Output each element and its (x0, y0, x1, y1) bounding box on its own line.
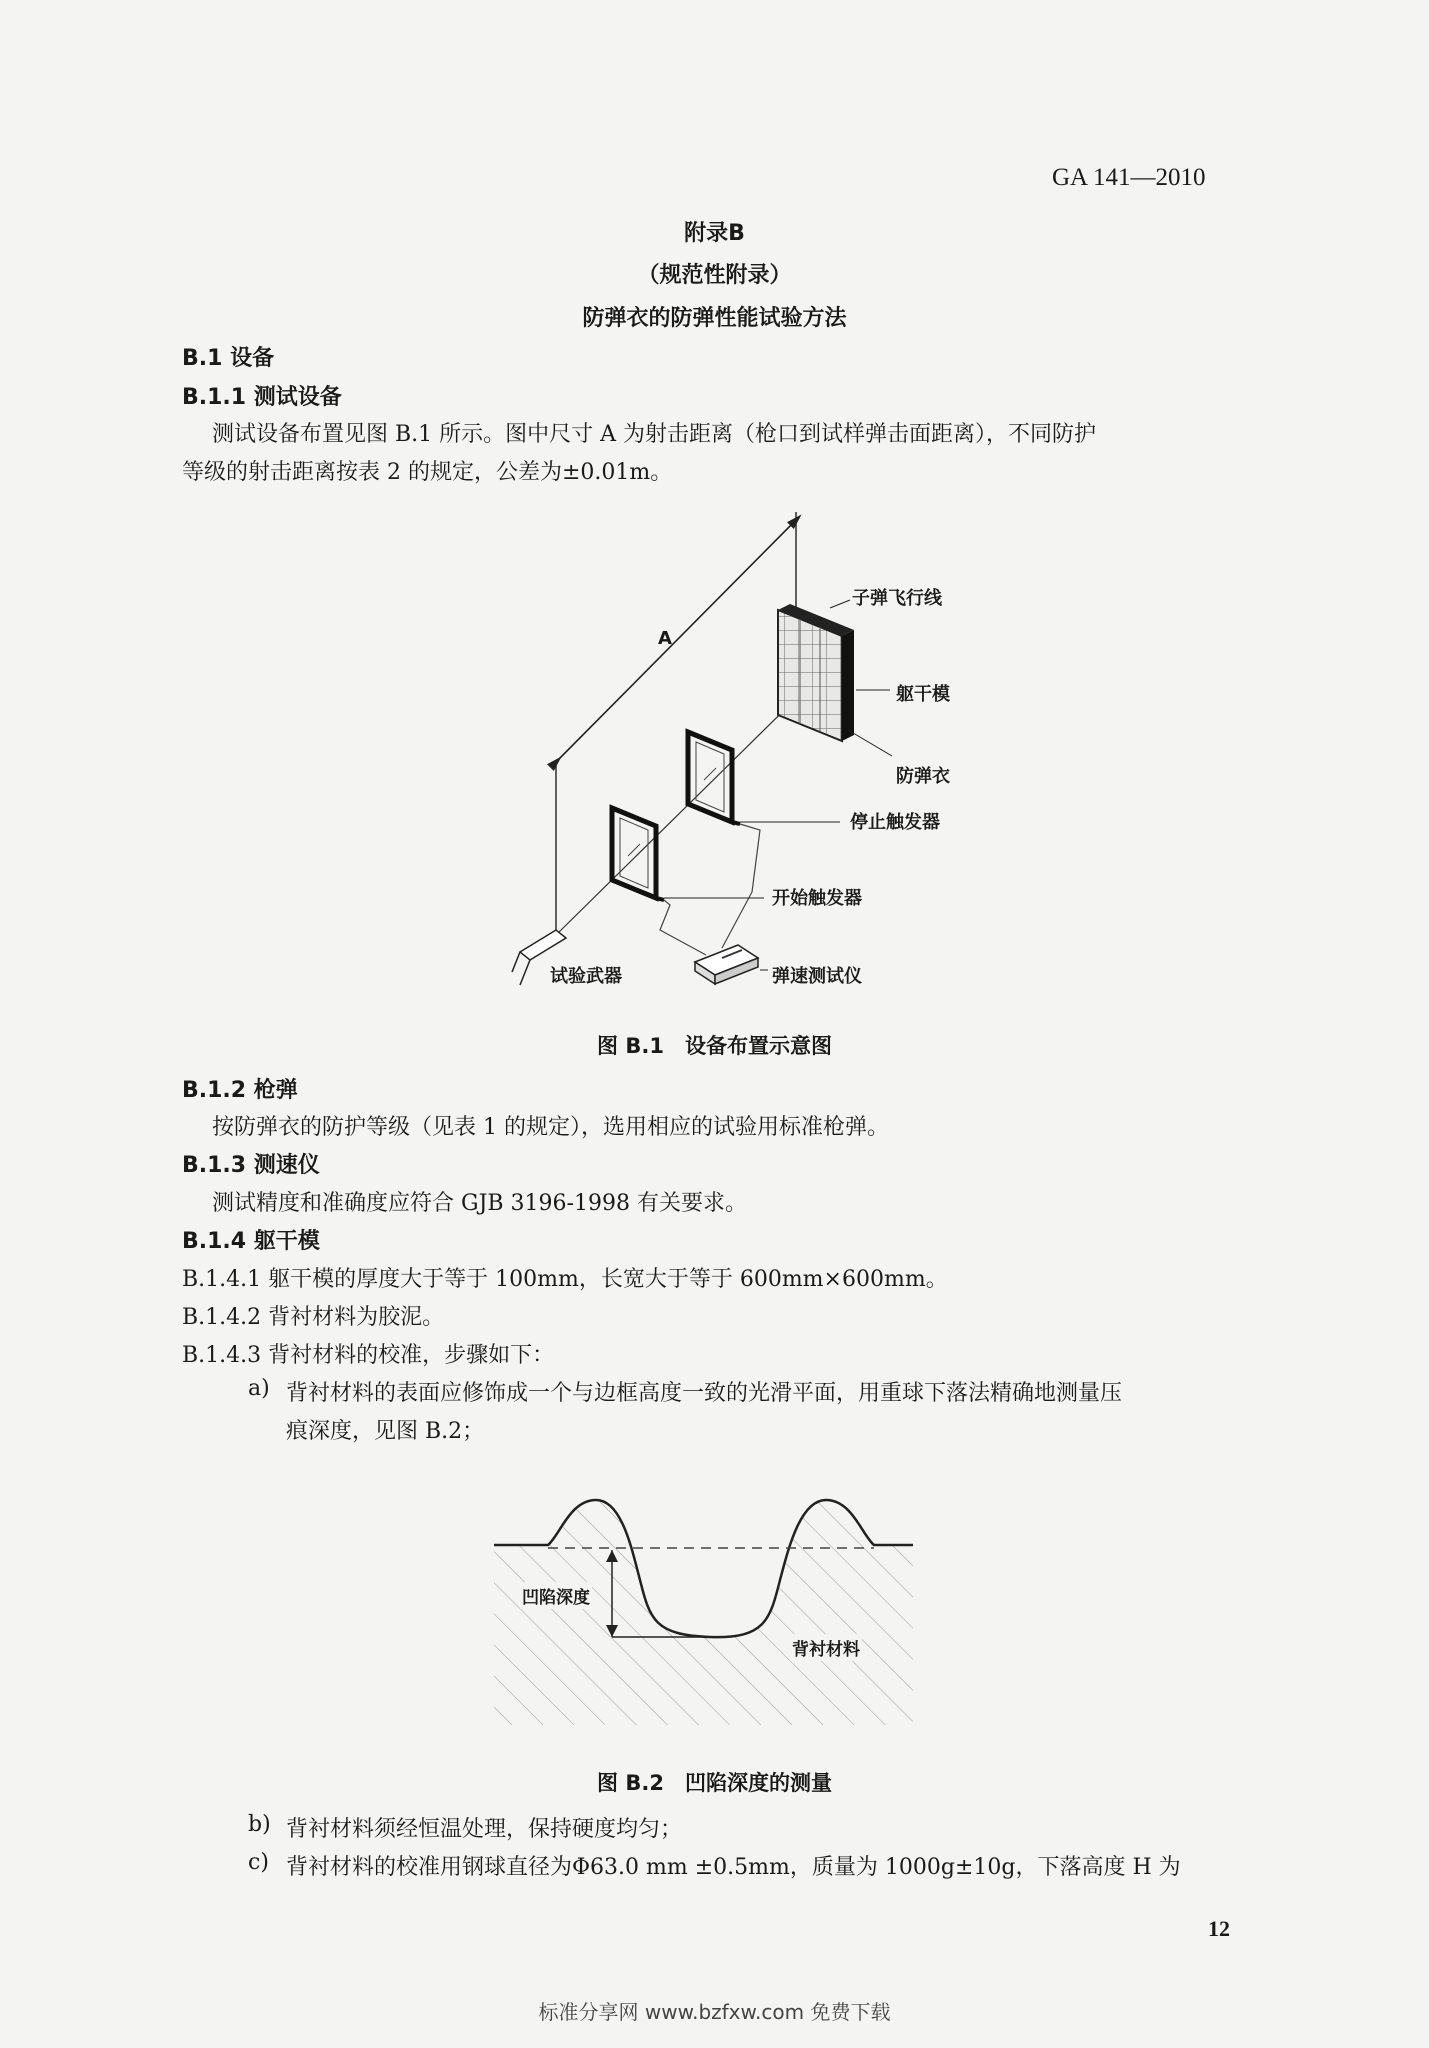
section-b141: B.1.4.1 躯干模的厚度大于等于 100mm，长宽大于等于 600mm×600mm。 (182, 1267, 948, 1292)
item-a-line1: 背衬材料的表面应修饰成一个与边框高度一致的光滑平面，用重球下落法精确地测量压 (286, 1381, 1123, 1406)
section-b11-para-line2: 等级的射击距离按表 2 的规定，公差为±0.01m。 (182, 460, 673, 485)
label-torso: 躯干模 (896, 684, 950, 705)
section-b13-heading: B.1.3 测速仪 (182, 1153, 320, 1178)
figure-b1-caption: 图 B.1 设备布置示意图 (597, 1034, 832, 1058)
section-b12-heading: B.1.2 枪弹 (182, 1078, 298, 1103)
section-b1-heading: B.1 设备 (182, 346, 275, 371)
page-number: 12 (1208, 1916, 1230, 1941)
label-vest: 防弹衣 (896, 766, 950, 787)
section-b14-heading: B.1.4 躯干模 (182, 1229, 320, 1254)
label-start-trigger: 开始触发器 (772, 888, 862, 909)
label-stop-trigger: 停止触发器 (850, 812, 940, 833)
item-a-label: a) (248, 1376, 270, 1401)
section-b11-heading: B.1.1 测试设备 (182, 385, 342, 410)
annex-type: （规范性附录） (637, 263, 792, 288)
label-backing: 背衬材料 (790, 1634, 862, 1661)
label-weapon: 试验武器 (550, 966, 622, 987)
item-b-text: 背衬材料须经恒温处理，保持硬度均匀； (286, 1817, 683, 1842)
annex-title: 防弹衣的防弹性能试验方法 (582, 306, 847, 331)
section-b143: B.1.4.3 背衬材料的校准，步骤如下： (182, 1343, 555, 1368)
annex-label: 附录B (684, 221, 745, 246)
item-c-label: c) (248, 1850, 269, 1875)
label-bullet-path: 子弹飞行线 (852, 588, 942, 609)
section-b13-para: 测试精度和准确度应符合 GJB 3196-1998 有关要求。 (212, 1191, 747, 1216)
section-b12-para: 按防弹衣的防护等级（见表 1 的规定），选用相应的试验用标准枪弹。 (212, 1115, 889, 1140)
footer-watermark[interactable]: 标准分享网 www.bzfxw.com 免费下载 (538, 2000, 891, 2024)
label-a: A (658, 628, 672, 649)
standard-code: GA 141—2010 (1052, 164, 1206, 191)
section-b11-para-line1: 测试设备布置见图 B.1 所示。图中尺寸 A 为射击距离（枪口到试样弹击面距离），不同防护 (212, 422, 1097, 447)
figure-b2-caption: 图 B.2 凹陷深度的测量 (597, 1771, 832, 1795)
item-c-text: 背衬材料的校准用钢球直径为Φ63.0 mm ±0.5mm，质量为 1000g±10g，下落高度 H 为 (286, 1855, 1181, 1880)
label-chronograph: 弹速测试仪 (772, 966, 862, 987)
item-a-line2: 痕深度，见图 B.2； (286, 1419, 485, 1444)
item-b-label: b) (248, 1812, 271, 1837)
section-b142: B.1.4.2 背衬材料为胶泥。 (182, 1305, 445, 1330)
label-depth: 凹陷深度 (520, 1582, 592, 1609)
